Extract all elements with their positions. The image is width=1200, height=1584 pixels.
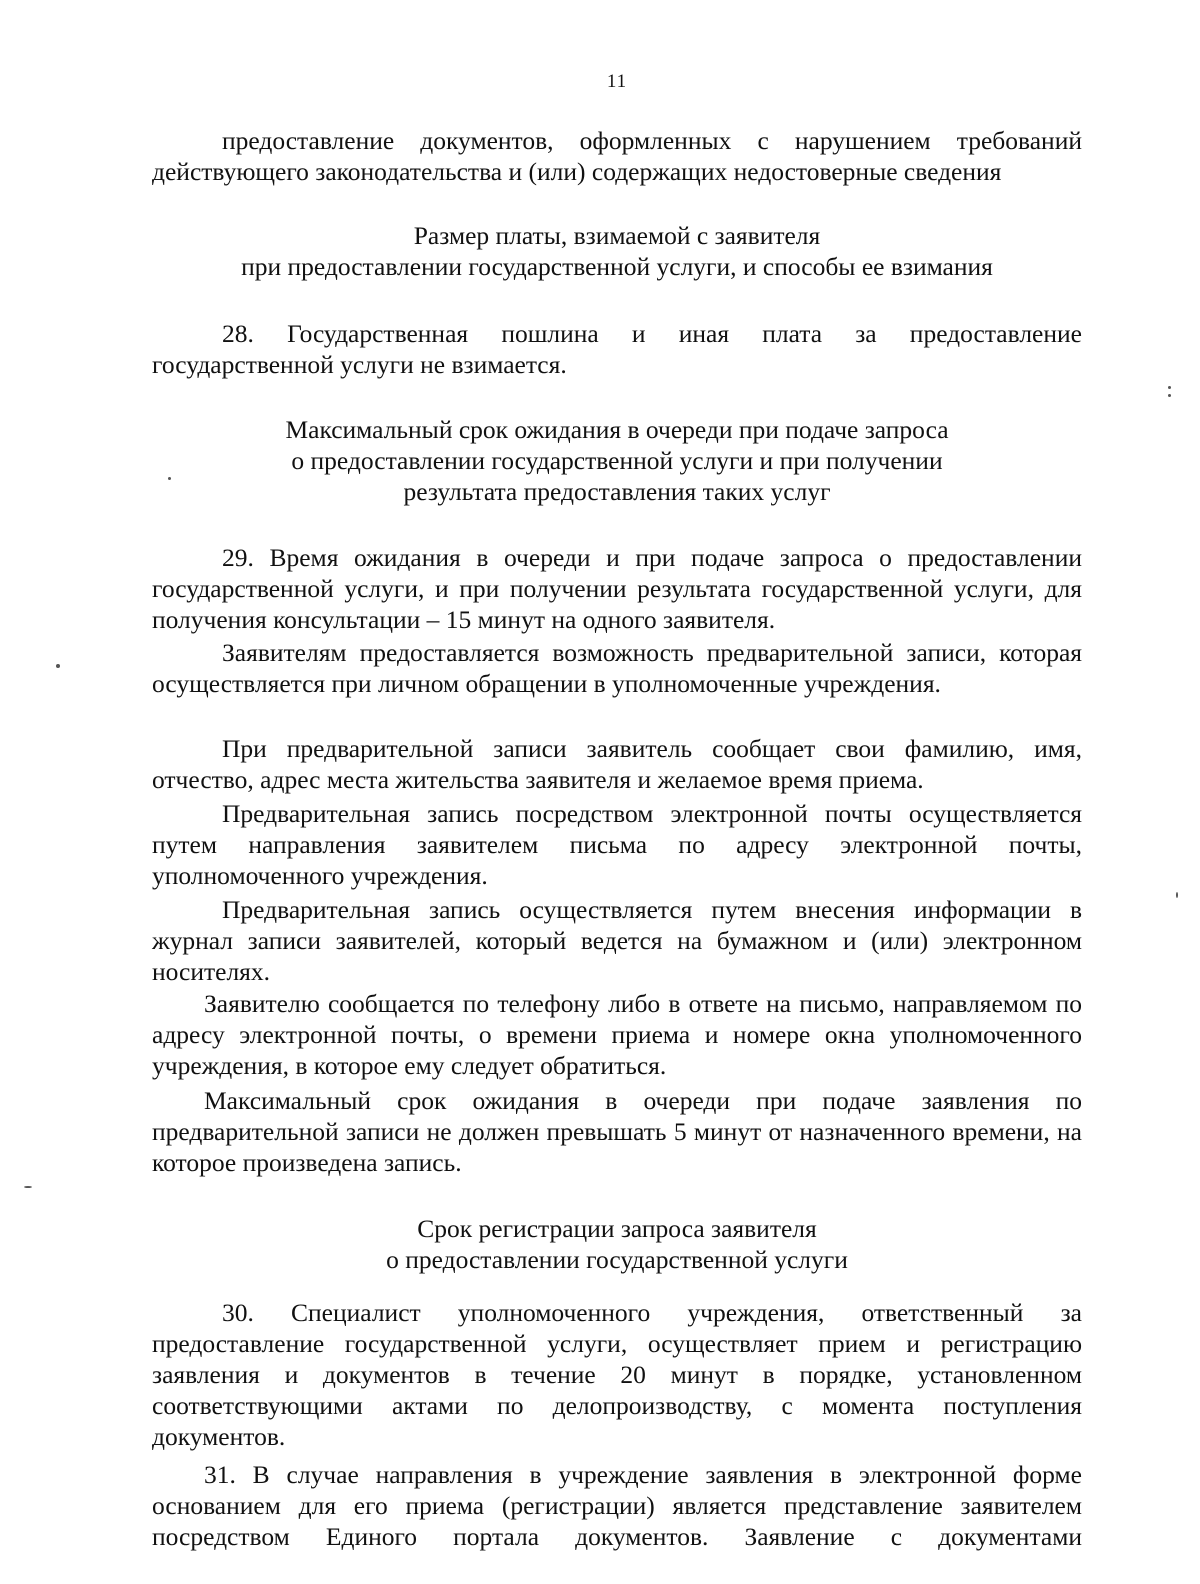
paragraph-notification: Заявителю сообщается по телефону либо в ответе на письмо, направляемом по адресу электронной почты, о времени приема и номере окна уполномоченного учреждения, в которое ему следует обратиться. — [152, 989, 1082, 1080]
heading-line: результата предоставления таких услуг — [403, 477, 831, 506]
paragraph-personal-data: При предварительной записи заявитель сообщает свои фамилию, имя, отчество, адрес места жительства заявителя и желаемое время приема. — [152, 734, 1082, 794]
heading-line: Размер платы, взимаемой с заявителя — [413, 221, 821, 250]
scan-speck — [1168, 386, 1171, 389]
paragraph-31: 31. В случае направления в учреждение заявления в электронной форме основанием для его приема (регистрации) является представление заявителем посредством Единого портала документов. Заявление с документами — [152, 1460, 1082, 1551]
section-heading-fee — [152, 220, 1082, 282]
paragraph-journal: Предварительная запись осуществляется путем внесения информации в журнал записи заявителей, который ведется на бумажном и (или) электронном носителях. — [152, 895, 1082, 986]
document-page — [152, 0, 1082, 1584]
scan-speck — [168, 477, 171, 480]
paragraph-preregistration: Заявителям предоставляется возможность предварительной записи, которая осуществляется при личном обращении в уполномоченные учреждения. — [152, 638, 1082, 698]
paragraph-28: 28. Государственная пошлина и иная плата за предоставление государственной услуги не взимается. — [152, 319, 1082, 379]
paragraph-max-waiting: Максимальный срок ожидания в очереди при подаче заявления по предварительной записи не должен превышать 5 минут от назначенного времени, на которое произведена запись. — [152, 1086, 1082, 1177]
top-paragraph: предоставление документов, оформленных с нарушением требований действующего законодательства и (или) содержащих недостоверные сведения — [152, 126, 1082, 186]
heading-line: Максимальный срок ожидания в очереди при подаче запроса — [285, 415, 949, 444]
section-heading-waiting — [152, 414, 1082, 507]
heading-line: о предоставлении государственной услуги — [386, 1245, 848, 1274]
paragraph-30: 30. Специалист уполномоченного учреждения, ответственный за предоставление государственной услуги, осуществляет прием и регистрацию заявления и документов в течение 20 минут в порядке, установленном соответствующими актами по делопроизводству, с момента поступления документов. — [152, 1298, 1082, 1451]
paragraph-email-registration: Предварительная запись посредством электронной почты осуществляется путем направления заявителем письма по адресу электронной почты, уполномоченного учреждения. — [152, 799, 1082, 890]
scan-speck — [1176, 892, 1178, 898]
heading-line: при предоставлении государственной услуги, и способы ее взимания — [241, 252, 993, 281]
heading-line: Срок регистрации запроса заявителя — [417, 1214, 817, 1243]
section-heading-registration — [152, 1213, 1082, 1275]
scan-speck — [56, 664, 60, 668]
page-number: 11 — [606, 71, 628, 92]
scan-speck — [1168, 394, 1171, 397]
paragraph-29: 29. Время ожидания в очереди и при подаче запроса о предоставлении государственной услуги, и при получении результата государственной услуги, для получения консультации – 15 минут на одного заявителя. — [152, 543, 1082, 634]
scan-speck — [24, 1186, 32, 1188]
heading-line: о предоставлении государственной услуги и при получении — [291, 446, 943, 475]
